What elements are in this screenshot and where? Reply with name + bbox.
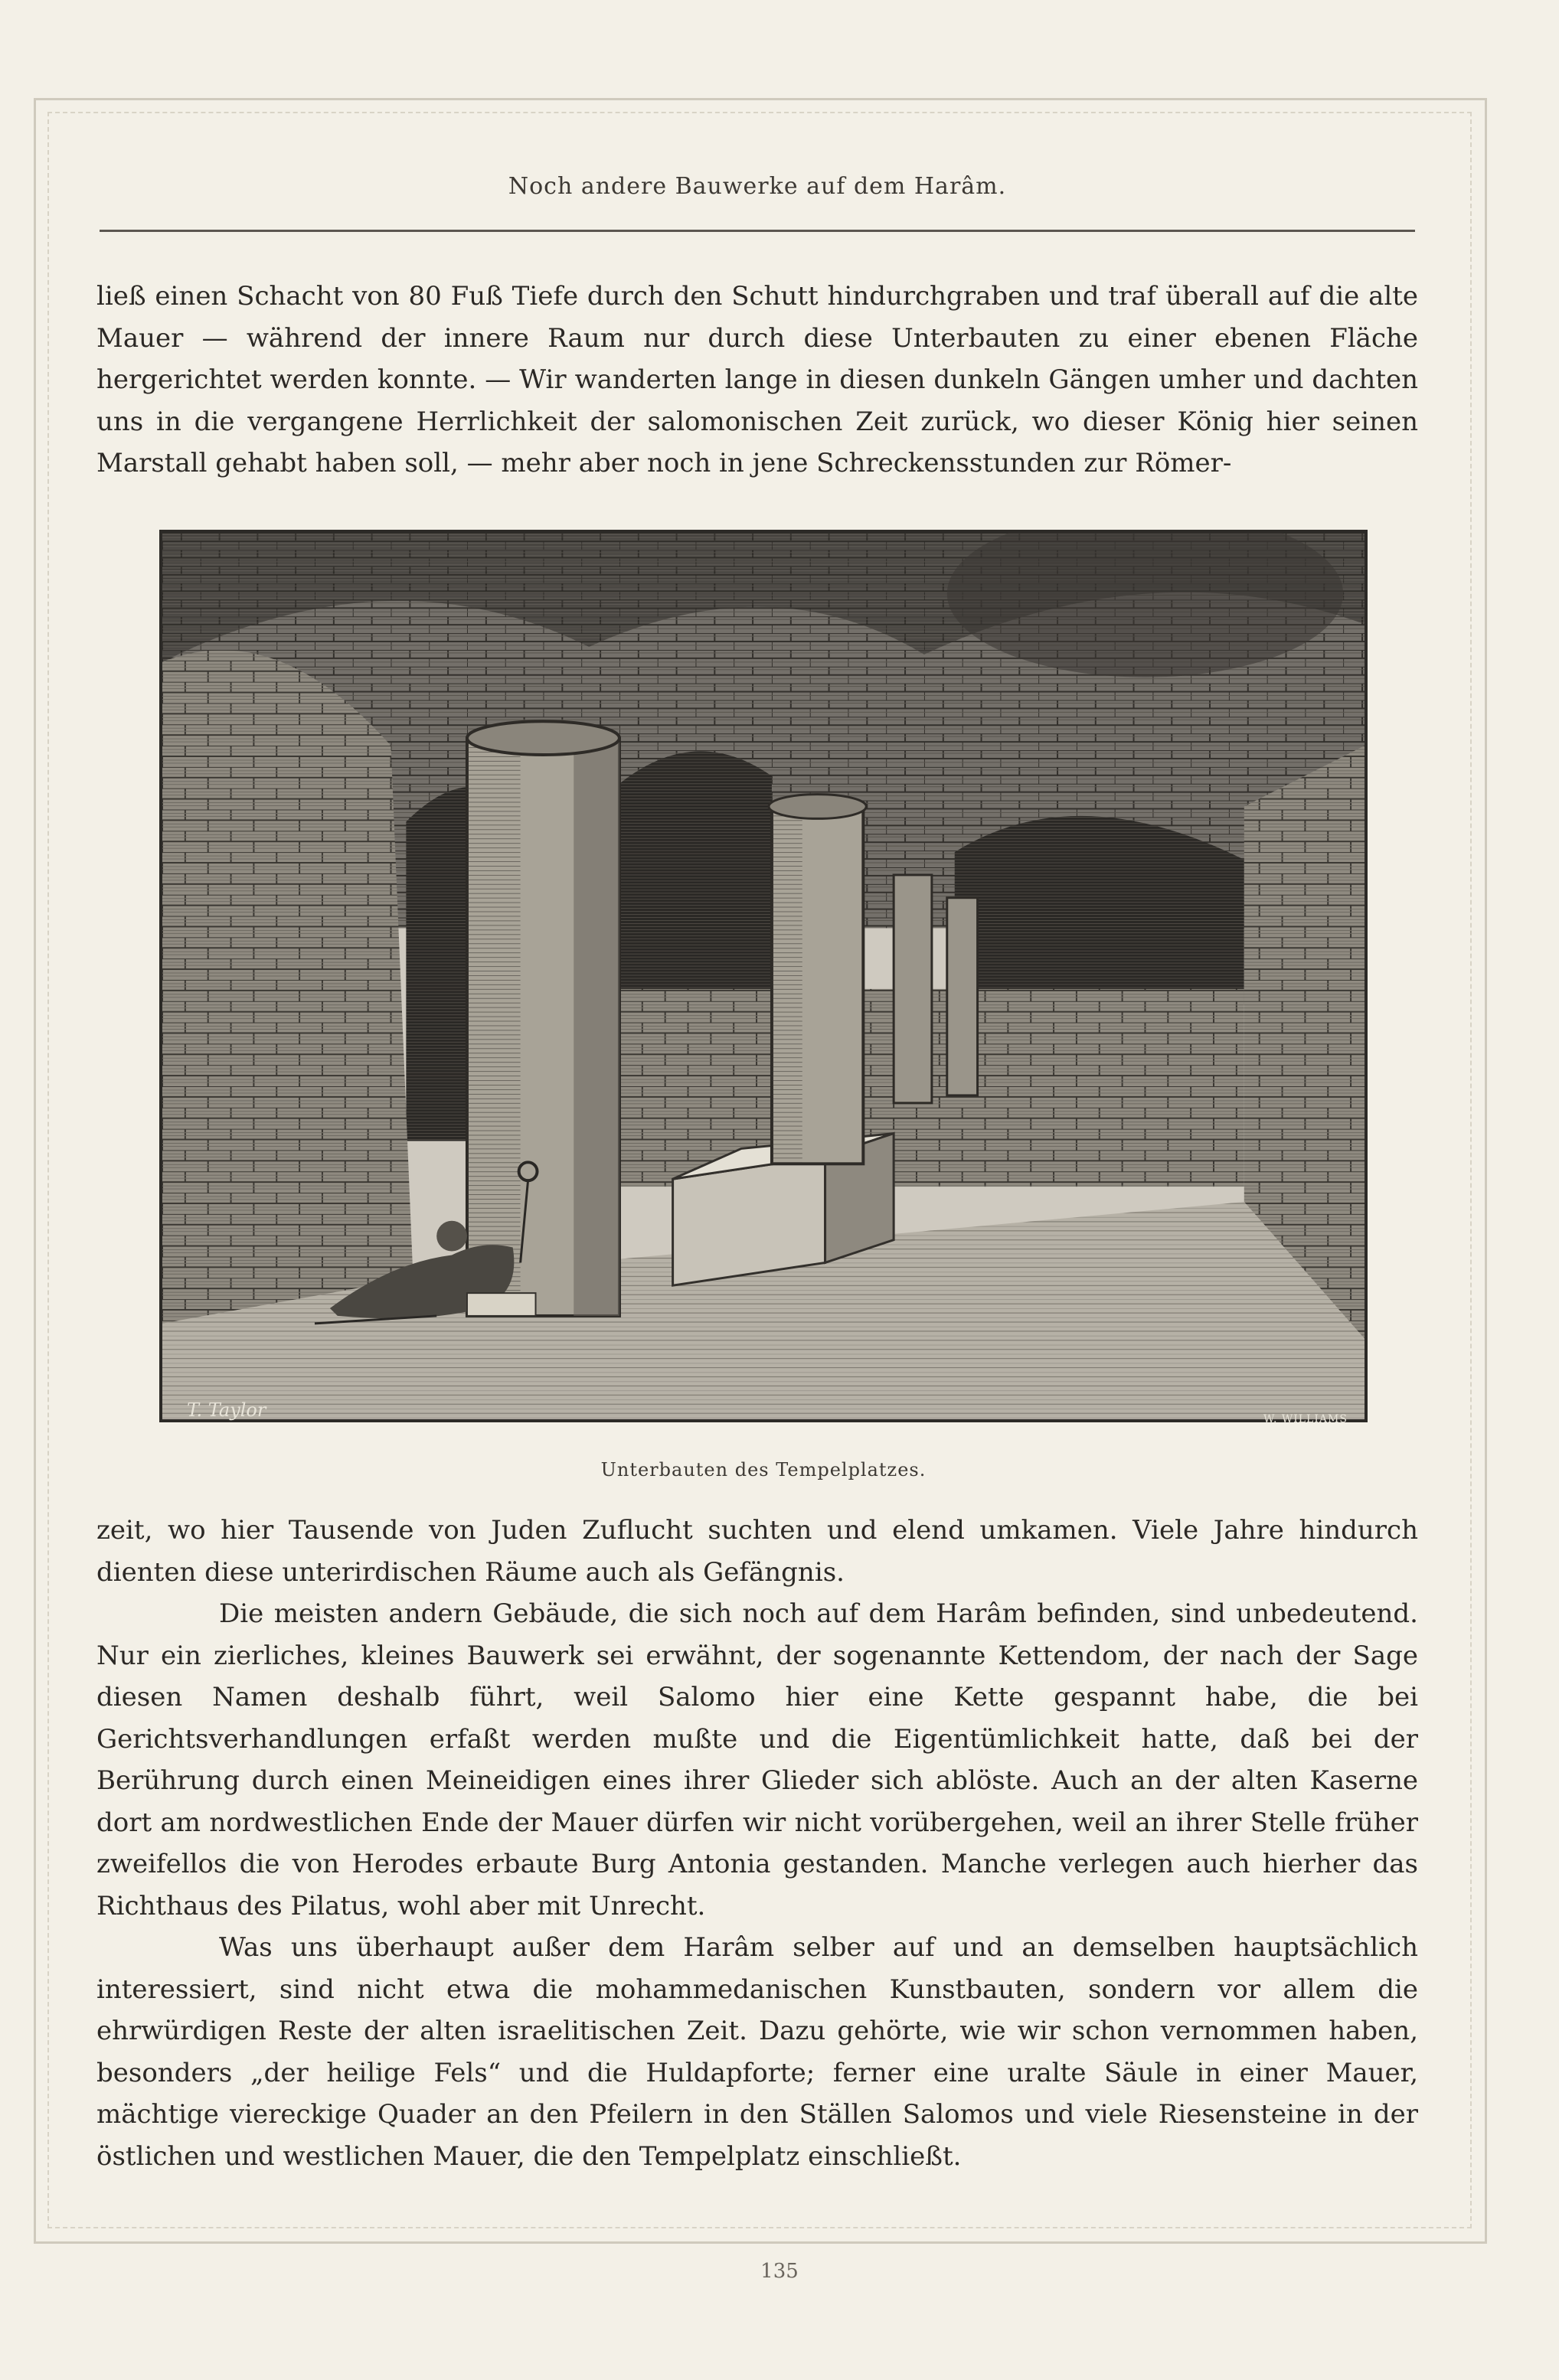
running-header: Noch andere Bauwerke auf dem Harâm. <box>508 173 1007 200</box>
paragraph: zeit, wo hier Tausende von Juden Zuflucht suchten und elend umkamen. Viele Jahre hindurch dienten diese unterirdischen Räume auch als Gefängnis. <box>96 1515 1418 1588</box>
engraving-vaulted-substructures <box>159 530 1368 1422</box>
left-wall <box>162 650 413 1324</box>
body-text-top <box>96 276 1418 485</box>
header-rule <box>100 230 1415 232</box>
engraver-credit: W. WILLIAMS <box>1263 1413 1348 1425</box>
page-number: 135 <box>760 2260 799 2283</box>
illustration-caption: Unterbauten des Tempelplatzes. <box>600 1459 927 1481</box>
paragraph: ließ einen Schacht von 80 Fuß Tiefe durch den Schutt hindurchgraben und traf überall auf die alte Mauer — während der innere Raum nur durch diese Unterbauten zu einer ebenen Fläche hergerichtet werden konnte. — Wir wanderten lange in diesen dunkeln Gängen umher und dachten uns in die vergangene Herrlichkeit der salomonischen Zeit zurück, wo dieser König hier seinen Marstall gehabt haben soll, — mehr aber noch in jene Schreckensstunden zur Römer- <box>96 281 1418 478</box>
paragraph: Was uns überhaupt außer dem Harâm selber auf und an demselben hauptsächlich interessiert, sind nicht etwa die mohammedanischen Kunstbauten, sondern vor allem die ehrwürdigen Reste der alten israelitischen Zeit. Dazu gehörte, wie wir schon vernommen haben, besonders „der heilige Fels“ und die Huldapforte; ferner eine uralte Säule in einer Mauer, mächtige viereckige Quader an den Pfeilern in den Ställen Salomos und viele Riesensteine in der östlichen und westlichen Mauer, die den Tempelplatz einschließt. <box>96 1932 1418 2172</box>
body-text-bottom <box>96 1510 1418 2177</box>
engraving-drawing <box>162 533 1365 1419</box>
dark-arch-opening <box>955 816 1244 1004</box>
artist-signature: T. Taylor <box>187 1399 266 1421</box>
paragraph: Die meisten andern Gebäude, die sich noch auf dem Harâm befinden, sind unbedeutend. Nur ein zierliches, kleines Bauwerk sei erwähnt, der sogenannte Kettendom, der nach der Sage diesen Namen deshalb führt, weil Salomo hier eine Kette gespannt habe, die bei Gerichtsverhandlungen erfaßt werden mußte und die Eigentümlichkeit hatte, daß bei der Berührung durch einen Meineidigen eines ihrer Glieder sich ablöste. Auch an der alten Kaserne dort am nordwestlichen Ende der Mauer dürfen wir nicht vorübergehen, weil an ihrer Stelle früher zweifellos die von Herodes erbaute Burg Antonia gestanden. Manche verlegen auch hierher das Richthaus des Pilatus, wohl aber mit Unrecht. <box>96 1598 1418 1921</box>
